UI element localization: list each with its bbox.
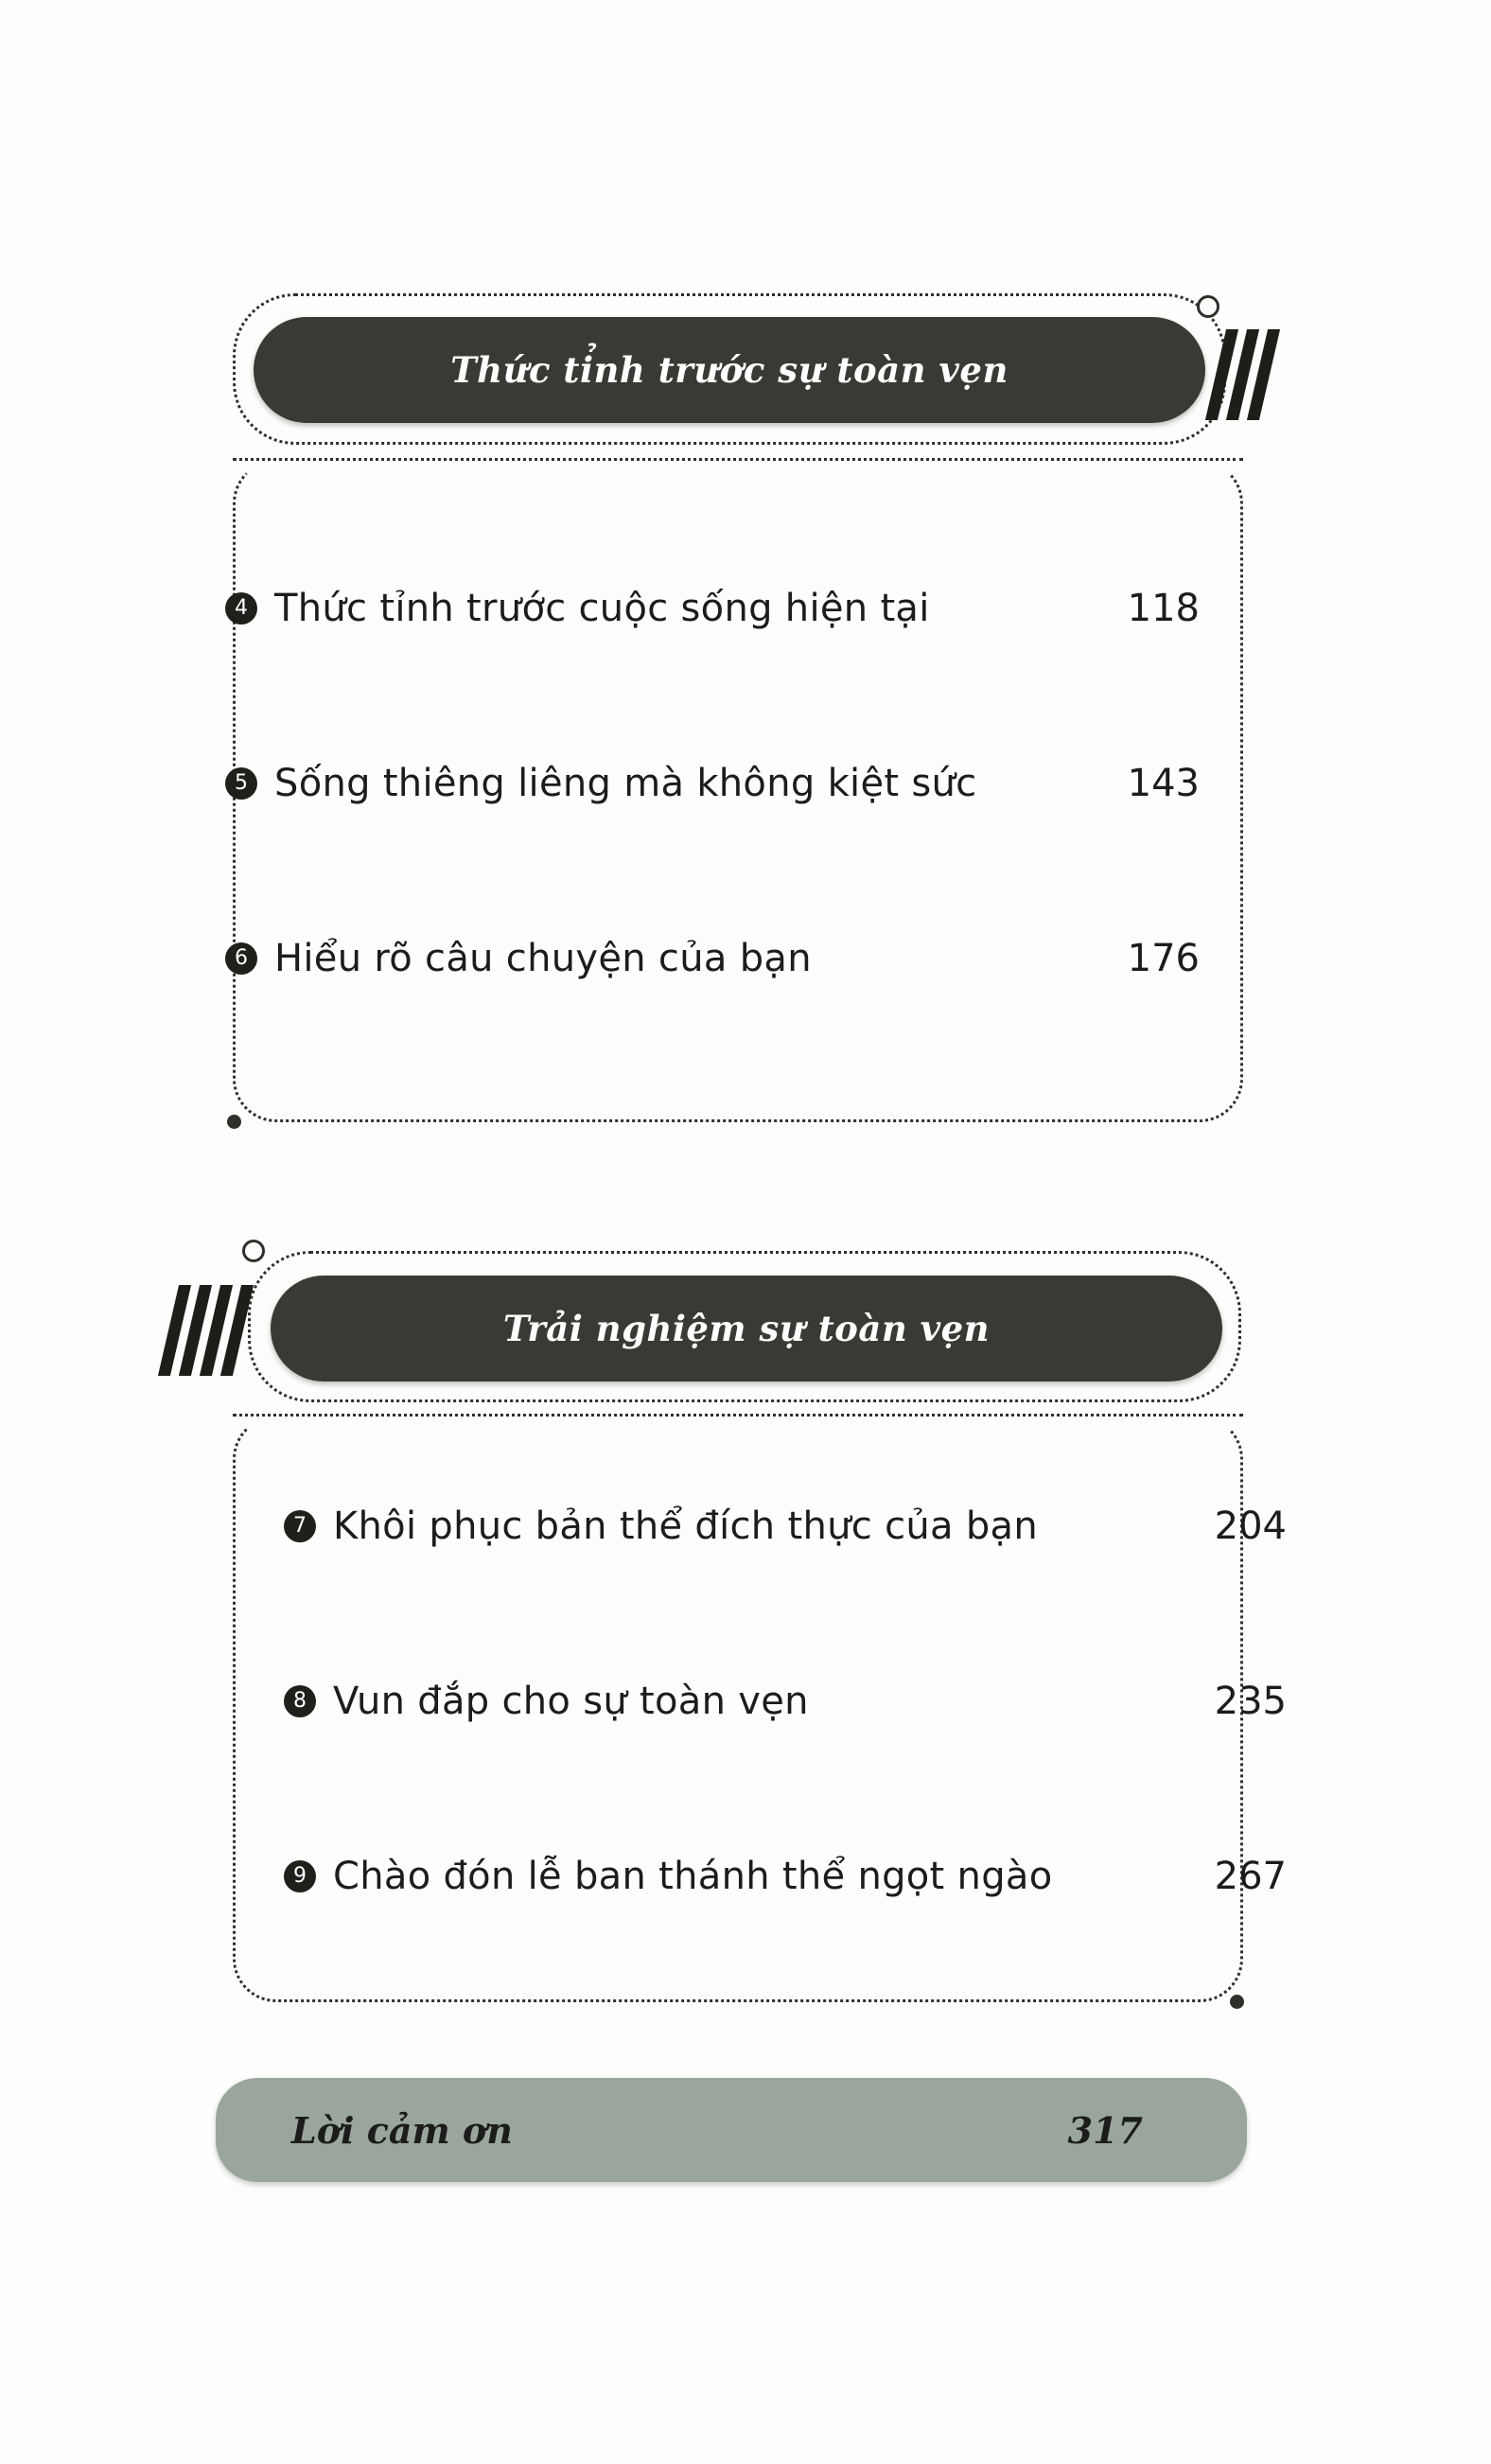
toc-entry-title: Vun đắp cho sự toàn vẹn	[333, 1680, 809, 1723]
toc-entry-page: 235	[1214, 1680, 1287, 1723]
toc-entry[interactable]	[225, 762, 1200, 805]
section-1-heading: Thức tỉnh trước sự toàn vẹn	[450, 349, 1009, 391]
toc-entry[interactable]	[284, 1855, 1287, 1898]
toc-entry-title: Chào đón lễ ban thánh thể ngọt ngào	[333, 1855, 1053, 1898]
section-1-bars-decoration	[1216, 329, 1270, 420]
section-1-entry-box-top-edge	[233, 458, 1243, 461]
toc-entry[interactable]	[225, 587, 1200, 630]
toc-entry-number: 8	[284, 1685, 316, 1717]
toc-entry-number: 9	[284, 1860, 316, 1892]
section-2-heading: Trải nghiệm sự toàn vẹn	[502, 1308, 991, 1349]
section-2-bars-decoration	[168, 1285, 243, 1376]
section-1-circle-marker-icon	[1197, 295, 1219, 318]
toc-entry-number: 6	[225, 942, 257, 975]
section-1-banner	[254, 317, 1205, 423]
acknowledgements-page: 317	[1067, 2108, 1143, 2152]
toc-entry-number: 4	[225, 592, 257, 625]
section-2-entry-box-top-edge	[233, 1414, 1243, 1417]
toc-entry-number: 7	[284, 1510, 316, 1542]
toc-entry-title: Sống thiêng liêng mà không kiệt sức	[274, 762, 977, 805]
toc-entry-page: 176	[1127, 937, 1200, 980]
acknowledgements-title: Lời cảm ơn	[291, 2108, 513, 2152]
toc-entry-title: Thức tỉnh trước cuộc sống hiện tại	[274, 587, 930, 630]
toc-entry-page: 267	[1214, 1855, 1287, 1898]
toc-entry[interactable]	[284, 1680, 1287, 1723]
section-2-circle-marker-icon	[242, 1240, 265, 1262]
toc-entry-page: 118	[1127, 587, 1200, 630]
toc-entry-number: 5	[225, 767, 257, 800]
toc-entry-title: Khôi phục bản thể đích thực của bạn	[333, 1505, 1038, 1548]
toc-entry[interactable]	[284, 1505, 1287, 1548]
section-1-dot-marker-icon	[227, 1115, 241, 1129]
section-2-banner	[271, 1276, 1222, 1382]
toc-entry-page: 143	[1127, 762, 1200, 805]
toc-entry-title: Hiểu rõ câu chuyện của bạn	[274, 937, 812, 980]
section-2-dot-marker-icon	[1230, 1995, 1244, 2009]
acknowledgements-entry[interactable]	[216, 2078, 1247, 2182]
toc-entry-page: 204	[1214, 1505, 1287, 1548]
toc-entry[interactable]	[225, 937, 1200, 980]
